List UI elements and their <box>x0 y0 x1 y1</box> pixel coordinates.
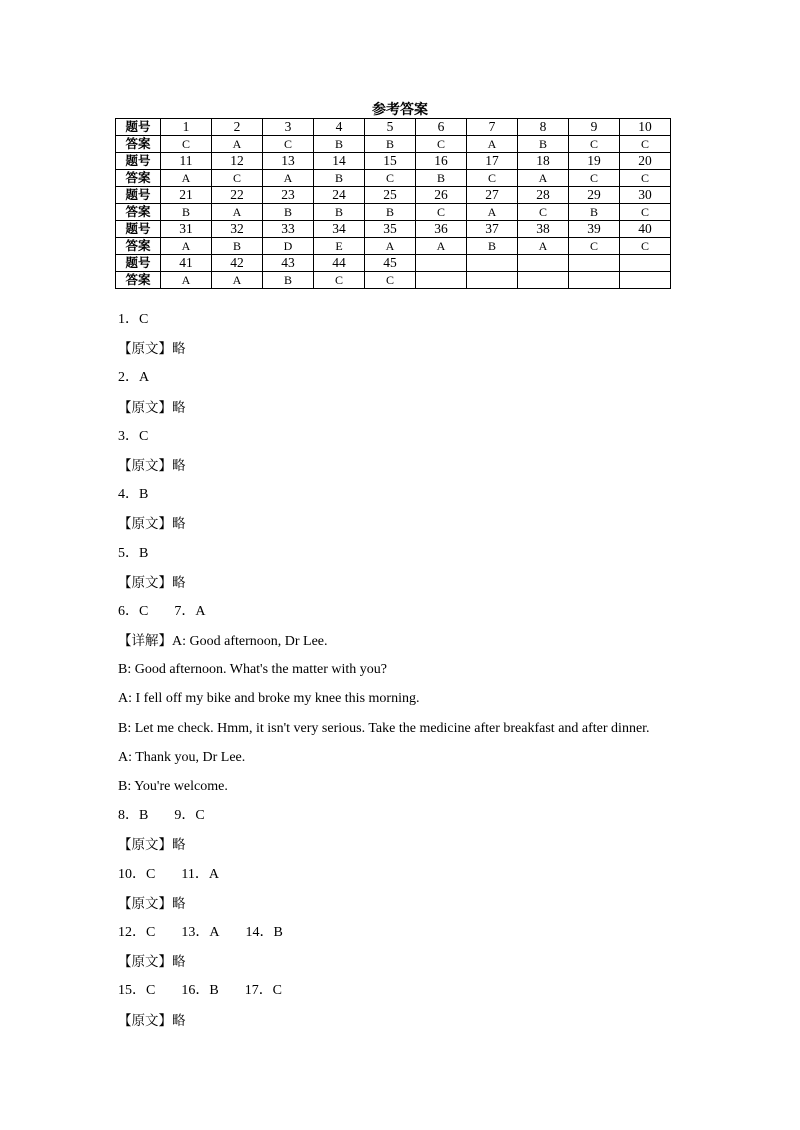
note-line <box>118 570 758 599</box>
note-tag: 【原文】 <box>118 954 172 971</box>
question-number-cell: 4 <box>314 119 365 136</box>
answer-cell: E <box>314 238 365 255</box>
dialogue-line: B: You're welcome. <box>118 779 228 794</box>
dialogue-line: A: Thank you, Dr Lee. <box>118 749 246 765</box>
explanations-section <box>118 307 758 1037</box>
answer-item: 6．C <box>118 603 149 619</box>
answer-cell <box>620 272 671 289</box>
question-number-cell: 20 <box>620 153 671 170</box>
answer-cell: B <box>314 136 365 153</box>
answer-line <box>118 599 758 628</box>
question-number-cell: 29 <box>569 187 620 204</box>
question-number-row <box>116 153 671 170</box>
answer-cell: C <box>620 204 671 221</box>
answer-line <box>118 862 758 891</box>
note-text: 略 <box>172 341 186 358</box>
question-number-cell: 6 <box>416 119 467 136</box>
answer-cell: B <box>365 204 416 221</box>
answer-cell: C <box>161 136 212 153</box>
question-number-cell: 27 <box>467 187 518 204</box>
dialogue-line: B: Good afternoon. What's the matter with you? <box>118 662 387 678</box>
answer-cell: B <box>569 204 620 221</box>
question-number-row <box>116 187 671 204</box>
answer-cell: C <box>569 238 620 255</box>
answer-cell: B <box>314 204 365 221</box>
answer-cell: C <box>365 272 416 289</box>
answer-cell: C <box>620 136 671 153</box>
answer-cell: C <box>416 204 467 221</box>
answer-cell: A <box>161 272 212 289</box>
question-number-cell <box>620 255 671 272</box>
question-number-cell: 45 <box>365 255 416 272</box>
note-tag: 【原文】 <box>118 574 172 591</box>
question-number-cell: 39 <box>569 221 620 238</box>
note-line <box>118 891 758 920</box>
answer-row <box>116 136 671 153</box>
answer-cell: A <box>212 272 263 289</box>
question-number-row <box>116 221 671 238</box>
question-number-cell: 34 <box>314 221 365 238</box>
answer-cell: A <box>467 204 518 221</box>
note-line <box>118 949 758 978</box>
question-number-cell: 26 <box>416 187 467 204</box>
dialogue-line: A: I fell off my bike and broke my knee this morning. <box>118 691 420 707</box>
note-text: 略 <box>172 954 186 971</box>
answer-cell: A <box>161 170 212 187</box>
answer-item: 15．C <box>118 983 156 999</box>
answer-cell: C <box>518 204 569 221</box>
answer-item: 11．A <box>181 866 219 882</box>
answer-cell: C <box>314 272 365 289</box>
answer-item: 3．C <box>118 428 149 444</box>
dialogue-line: B: Let me check. Hmm, it isn't very serious. Take the medicine after breakfast and after dinner. <box>118 720 650 736</box>
question-number-cell: 8 <box>518 119 569 136</box>
answer-cell: C <box>620 170 671 187</box>
question-number-cell: 19 <box>569 153 620 170</box>
question-number-cell <box>416 255 467 272</box>
note-tag: 【原文】 <box>118 341 172 358</box>
question-number-cell: 2 <box>212 119 263 136</box>
question-number-cell: 40 <box>620 221 671 238</box>
note-line <box>118 395 758 424</box>
answer-row <box>116 170 671 187</box>
question-number-cell: 21 <box>161 187 212 204</box>
answer-cell: B <box>518 136 569 153</box>
note-line <box>118 453 758 482</box>
answer-item: 1．C <box>118 312 149 327</box>
note-text: 略 <box>172 895 186 912</box>
question-number-cell: 1 <box>161 119 212 136</box>
note-text: A: Good afternoon, Dr Lee. <box>172 634 328 650</box>
row-label-answer: 答案 <box>116 136 161 153</box>
answer-cell: A <box>263 170 314 187</box>
note-text: 略 <box>172 837 186 854</box>
page-title: 参考答案 <box>372 102 428 118</box>
answer-line <box>118 307 758 336</box>
row-label-answer: 答案 <box>116 170 161 187</box>
answer-row <box>116 238 671 255</box>
note-tag: 【原文】 <box>118 399 172 416</box>
answer-cell: D <box>263 238 314 255</box>
answer-item: 2．A <box>118 370 150 386</box>
answer-item: 13．A <box>181 924 220 940</box>
question-number-cell: 11 <box>161 153 212 170</box>
question-number-cell: 22 <box>212 187 263 204</box>
answer-cell: A <box>467 136 518 153</box>
question-number-cell: 13 <box>263 153 314 170</box>
question-number-cell <box>518 255 569 272</box>
row-label-question: 题号 <box>116 153 161 170</box>
answer-item: 7．A <box>174 603 206 619</box>
answer-item: 5．B <box>118 545 149 561</box>
note-tag: 【原文】 <box>118 837 172 854</box>
question-number-cell: 31 <box>161 221 212 238</box>
answer-item: 9．C <box>174 808 205 824</box>
question-number-cell: 17 <box>467 153 518 170</box>
answer-line <box>118 541 758 570</box>
answer-item: 14．B <box>245 924 283 940</box>
answer-cell <box>467 272 518 289</box>
question-number-cell: 30 <box>620 187 671 204</box>
question-number-row <box>116 119 671 136</box>
note-tag: 【原文】 <box>118 1012 172 1029</box>
answer-cell: C <box>467 170 518 187</box>
answer-line <box>118 920 758 949</box>
answer-cell: B <box>263 272 314 289</box>
answer-item: 8．B <box>118 808 149 824</box>
answer-cell: C <box>365 170 416 187</box>
question-number-cell: 9 <box>569 119 620 136</box>
row-label-answer: 答案 <box>116 238 161 255</box>
question-number-cell: 23 <box>263 187 314 204</box>
question-number-cell: 18 <box>518 153 569 170</box>
question-number-cell: 33 <box>263 221 314 238</box>
question-number-cell: 15 <box>365 153 416 170</box>
answer-cell: B <box>263 204 314 221</box>
note-tag: 【原文】 <box>118 895 172 912</box>
note-text: 略 <box>172 457 186 474</box>
question-number-cell: 41 <box>161 255 212 272</box>
question-number-cell: 28 <box>518 187 569 204</box>
answer-item: 12．C <box>118 924 156 940</box>
answer-cell: A <box>212 136 263 153</box>
answer-cell: C <box>416 136 467 153</box>
answer-cell <box>518 272 569 289</box>
note-tag: 【详解】 <box>118 633 172 650</box>
answer-item: 10．C <box>118 866 156 882</box>
note-tag: 【原文】 <box>118 516 172 533</box>
question-number-cell: 37 <box>467 221 518 238</box>
question-number-cell: 32 <box>212 221 263 238</box>
answer-row <box>116 204 671 221</box>
answer-table-body <box>116 119 671 289</box>
note-text: 略 <box>172 399 186 416</box>
answer-cell: C <box>212 170 263 187</box>
answer-cell: A <box>212 204 263 221</box>
answer-item: 17．C <box>244 983 283 999</box>
question-number-cell: 42 <box>212 255 263 272</box>
row-label-question: 题号 <box>116 187 161 204</box>
question-number-cell: 35 <box>365 221 416 238</box>
answer-cell: B <box>212 238 263 255</box>
answer-item: 4．B <box>118 487 149 503</box>
answer-item: 16．B <box>181 983 219 999</box>
answer-cell: B <box>161 204 212 221</box>
question-number-cell: 3 <box>263 119 314 136</box>
answer-line <box>118 803 758 832</box>
question-number-cell: 25 <box>365 187 416 204</box>
question-number-cell: 43 <box>263 255 314 272</box>
question-number-cell <box>467 255 518 272</box>
question-number-cell: 12 <box>212 153 263 170</box>
note-line <box>118 832 758 861</box>
note-text: 略 <box>172 516 186 533</box>
row-label-question: 题号 <box>116 255 161 272</box>
answer-cell: C <box>569 136 620 153</box>
answer-cell: B <box>365 136 416 153</box>
answer-key-table <box>115 118 671 289</box>
answer-cell: A <box>518 170 569 187</box>
answer-line <box>118 424 758 453</box>
note-line <box>118 628 758 657</box>
question-number-row <box>116 255 671 272</box>
answer-cell: A <box>161 238 212 255</box>
question-number-cell: 14 <box>314 153 365 170</box>
row-label-answer: 答案 <box>116 204 161 221</box>
answer-cell: A <box>416 238 467 255</box>
note-line <box>118 511 758 540</box>
note-line <box>118 1008 758 1037</box>
note-tag: 【原文】 <box>118 457 172 474</box>
question-number-cell: 10 <box>620 119 671 136</box>
answer-line <box>118 365 758 394</box>
question-number-cell: 24 <box>314 187 365 204</box>
row-label-question: 题号 <box>116 221 161 238</box>
answer-cell: B <box>467 238 518 255</box>
answer-line <box>118 978 758 1007</box>
question-number-cell <box>569 255 620 272</box>
answer-cell: C <box>263 136 314 153</box>
question-number-cell: 38 <box>518 221 569 238</box>
question-number-cell: 16 <box>416 153 467 170</box>
question-number-cell: 5 <box>365 119 416 136</box>
answer-line <box>118 482 758 511</box>
answer-cell: A <box>365 238 416 255</box>
question-number-cell: 36 <box>416 221 467 238</box>
row-label-answer: 答案 <box>116 272 161 289</box>
question-number-cell: 44 <box>314 255 365 272</box>
answer-cell: A <box>518 238 569 255</box>
answer-cell <box>416 272 467 289</box>
answer-cell: B <box>314 170 365 187</box>
question-number-cell: 7 <box>467 119 518 136</box>
answer-cell: C <box>569 170 620 187</box>
note-text: 略 <box>172 1012 186 1029</box>
answer-cell: B <box>416 170 467 187</box>
row-label-question: 题号 <box>116 119 161 136</box>
answer-cell <box>569 272 620 289</box>
note-line <box>118 336 758 365</box>
note-text: 略 <box>172 574 186 591</box>
answer-row <box>116 272 671 289</box>
answer-cell: C <box>620 238 671 255</box>
